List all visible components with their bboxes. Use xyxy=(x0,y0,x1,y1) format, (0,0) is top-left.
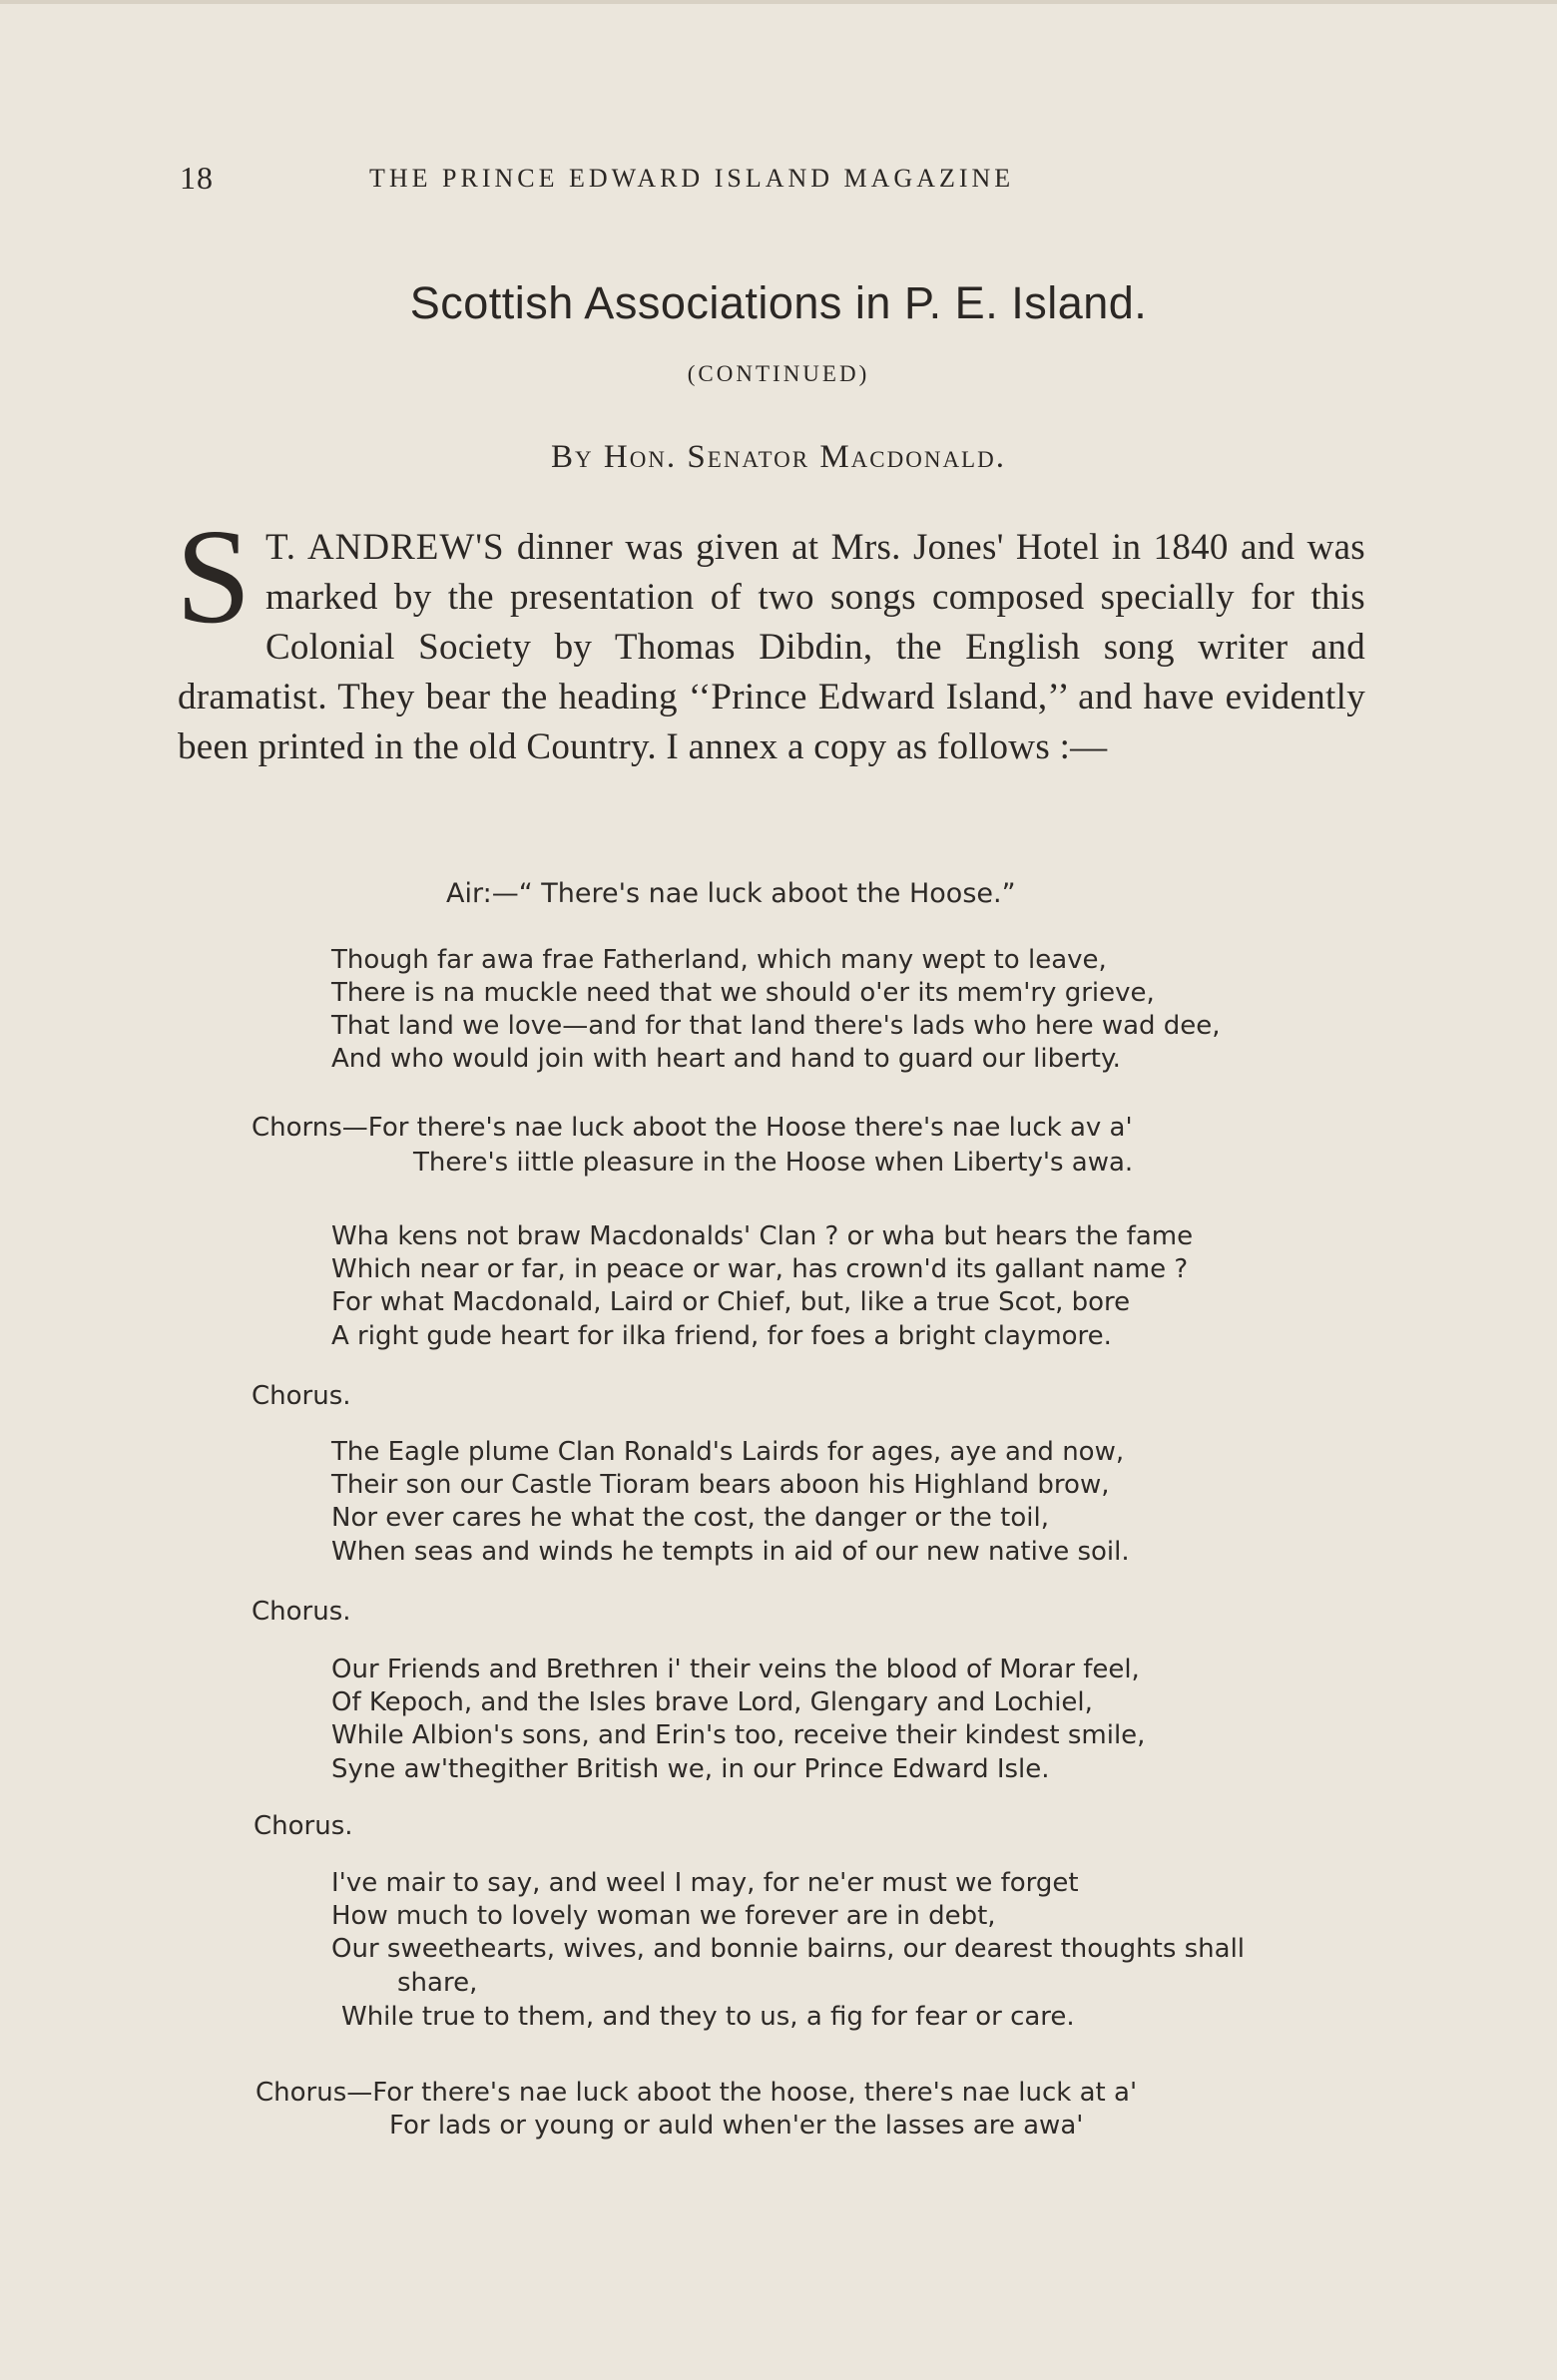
song-air: Air:—“ There's nae luck aboot the Hoose.” xyxy=(446,878,1016,909)
chorus-label: Chorus. xyxy=(252,1381,351,1411)
verse-line: There is na muckle need that we should o'er its mem'ry grieve, xyxy=(331,978,1155,1008)
chorus-line: Chorns—For there's nae luck aboot the Hoose there's nae luck av a' xyxy=(252,1113,1133,1143)
verse-line: Syne aw'thegither British we, in our Prince Edward Isle. xyxy=(331,1754,1050,1784)
verse-line: Our sweethearts, wives, and bonnie bairns, our dearest thoughts shall xyxy=(331,1934,1246,1964)
verse-line: The Eagle plume Clan Ronald's Lairds for ages, aye and now, xyxy=(331,1437,1125,1467)
verse-line: How much to lovely woman we forever are in debt, xyxy=(331,1901,996,1931)
verse-line: Wha kens not braw Macdonalds' Clan ? or wha but hears the fame xyxy=(331,1221,1194,1251)
verse-line: A right gude heart for ilka friend, for foes a bright claymore. xyxy=(331,1321,1112,1351)
verse-line: Their son our Castle Tioram bears aboon his Highland brow, xyxy=(331,1470,1110,1500)
verse-line: I've mair to say, and weel I may, for ne'er must we forget xyxy=(331,1868,1079,1898)
verse-line: While Albion's sons, and Erin's too, receive their kindest smile, xyxy=(331,1720,1146,1750)
running-head: THE PRINCE EDWARD ISLAND MAGAZINE xyxy=(369,164,1015,193)
chorus-label: Chorus. xyxy=(254,1811,353,1841)
verse-line: That land we love—and for that land there's lads who here wad dee, xyxy=(331,1011,1221,1041)
verse-line: For what Macdonald, Laird or Chief, but, like a true Scot, bore xyxy=(331,1287,1131,1317)
page-number: 18 xyxy=(180,160,214,196)
lead-caps: T. ANDREW'S xyxy=(264,527,505,568)
intro-text: dinner was given at Mrs. Jones' Hotel in 1840 and was marked by the presentation of two songs composed specially for this Colonial Society by Thomas Dibdin, the English song writer and dramatist. They bear the heading ‘‘Prince Edward Island,’’ and have evidently been printed in the old Country. I annex a copy as follows :— xyxy=(178,527,1366,767)
verse-line: And who would join with heart and hand to guard our liberty. xyxy=(331,1044,1121,1074)
article-title: Scottish Associations in P. E. Island. xyxy=(409,277,1148,328)
verse-line: Nor ever cares he what the cost, the danger or the toil, xyxy=(331,1503,1049,1533)
chorus-line: For lads or young or auld when'er the lasses are awa' xyxy=(389,2111,1084,2141)
verse-line: Our Friends and Brethren i' their veins the blood of Morar feel, xyxy=(331,1655,1140,1684)
chorus-label: Chorus. xyxy=(252,1597,351,1627)
chorus-line: There's iittle pleasure in the Hoose when Liberty's awa. xyxy=(413,1148,1134,1178)
drop-cap: S xyxy=(176,502,252,652)
verse-line: Of Kepoch, and the Isles brave Lord, Glengary and Lochiel, xyxy=(331,1687,1093,1717)
verse-line: Which near or far, in peace or war, has crown'd its gallant name ? xyxy=(331,1254,1189,1284)
continued-label: (CONTINUED) xyxy=(687,361,870,386)
verse-line: share, xyxy=(397,1968,478,1998)
byline: By Hon. Senator Macdonald. xyxy=(551,439,1006,475)
verse-line: Though far awa frae Fatherland, which many wept to leave, xyxy=(331,945,1107,975)
verse-line: While true to them, and they to us, a fig for fear or care. xyxy=(341,2002,1075,2032)
verse-line: When seas and winds he tempts in aid of our new native soil. xyxy=(331,1537,1130,1567)
chorus-line: Chorus—For there's nae luck aboot the hoose, there's nae luck at a' xyxy=(256,2078,1138,2108)
